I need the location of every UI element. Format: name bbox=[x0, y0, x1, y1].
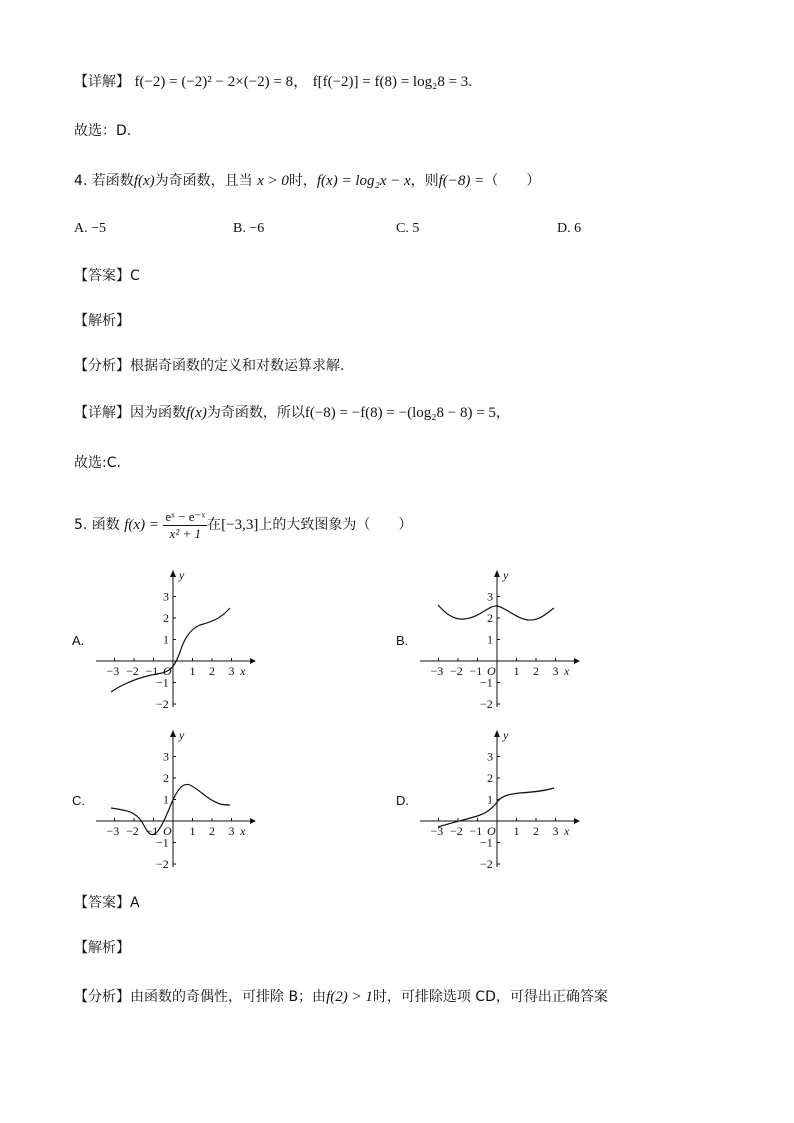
q4-ask: f(−8) = bbox=[438, 173, 485, 189]
graph-c-x-tick-label: O bbox=[163, 824, 172, 838]
graph-a-y-label: y bbox=[179, 568, 185, 582]
graph-b-x-tick-label: O bbox=[487, 664, 496, 678]
detail-expr-a: f(−2) = (−2)² − 2×(−2) = 8， bbox=[134, 74, 309, 90]
q4-answer bbox=[74, 266, 140, 286]
graph-b-x-tick-label: −2 bbox=[450, 664, 463, 678]
graph-b-y-tick-label: −2 bbox=[480, 697, 493, 711]
graph-b-label: B. bbox=[396, 633, 409, 648]
graph-a-x-tick-label: −1 bbox=[145, 664, 159, 678]
graph-d-y-tick-label: −2 bbox=[480, 857, 493, 871]
graph-c-x-tick-label: 1 bbox=[189, 824, 196, 838]
q5-stem-mid: 在 bbox=[207, 517, 222, 533]
q4-fenxi bbox=[74, 356, 344, 376]
graph-d-x-tick-label: −1 bbox=[469, 824, 483, 838]
graph-b-y-tick-label: 1 bbox=[487, 632, 493, 647]
graph-c-x-tick-label: −2 bbox=[126, 824, 139, 838]
q5-fenxi-expr: f(2) > 1 bbox=[326, 989, 373, 1005]
q5-analysis-tag: 【解析】 bbox=[74, 940, 130, 956]
q4-analysis-tag: 【解析】 bbox=[74, 313, 130, 329]
graph-a-x-tick-label: O bbox=[163, 664, 172, 678]
q4-fx: f(x) bbox=[133, 173, 155, 189]
graph-a-y-tick-label: 2 bbox=[163, 611, 169, 625]
graph-d-label: D. bbox=[396, 793, 409, 808]
q5-answer bbox=[74, 893, 140, 913]
graph-c-label: C. bbox=[72, 793, 85, 808]
q4-option-b-label: B. bbox=[233, 221, 246, 236]
q4-detail bbox=[74, 403, 510, 423]
question-5-stem bbox=[74, 508, 412, 542]
graph-b-curve bbox=[438, 605, 554, 620]
graph-b-axes bbox=[420, 568, 580, 711]
q4-paren: （ ） bbox=[484, 173, 541, 189]
q5-fenxi-b: 时，可排除选项 CD，可得出正确答案 bbox=[372, 989, 608, 1005]
graph-d-x-tick-label: 2 bbox=[533, 824, 539, 838]
graph-d-x-tick-label: −3 bbox=[430, 824, 444, 838]
graph-d-x-arrow bbox=[574, 818, 580, 824]
graph-c-y-tick-label: 3 bbox=[163, 749, 169, 764]
q4-choice: 故选:C. bbox=[74, 455, 121, 471]
graph-d-y-tick-label: −1 bbox=[480, 835, 493, 850]
q4-detail-expr: f(−8) = −f(8) = −(log₂8 − 8) = 5 bbox=[304, 405, 496, 421]
graph-a bbox=[90, 567, 260, 712]
graph-a-axes bbox=[96, 568, 256, 711]
q4-detail-tag: 【详解】 bbox=[74, 405, 130, 421]
q4-option-a-value: −5 bbox=[91, 221, 107, 236]
graph-c-y-tick-label: −1 bbox=[156, 835, 169, 850]
q4-fenxi-text: 根据奇函数的定义和对数运算求解. bbox=[130, 358, 345, 374]
graph-d-x-tick-label: 3 bbox=[552, 824, 559, 838]
choice-q3: 故选：D. bbox=[74, 123, 132, 139]
q5-fraction bbox=[163, 509, 207, 542]
graph-c bbox=[90, 727, 260, 872]
graph-d-x-tick-label: −2 bbox=[450, 824, 463, 838]
q4-answer-value: C bbox=[130, 268, 140, 284]
q4-detail-end: ， bbox=[495, 405, 510, 421]
q5-fraction-num: eˣ − e⁻ˣ bbox=[165, 508, 206, 524]
q4-def: f(x) = log₂x − x bbox=[316, 173, 411, 189]
graph-b-x-tick-label: 2 bbox=[533, 664, 539, 678]
q4-option-c-label: C. bbox=[396, 221, 409, 236]
graph-a-x-tick-label: −2 bbox=[126, 664, 139, 678]
graph-d-y-tick-label: 2 bbox=[487, 771, 493, 785]
graph-c-y-tick-label: 2 bbox=[163, 771, 169, 785]
q4-stem-mid2: 时， bbox=[288, 173, 317, 189]
q5-fenxi-a: 由函数的奇偶性，可排除 B；由 bbox=[130, 989, 327, 1005]
graph-a-label: A. bbox=[72, 633, 85, 648]
q4-option-b-value: −6 bbox=[249, 221, 265, 236]
graph-a-y-tick-label: 3 bbox=[163, 589, 169, 604]
graph-b-x-tick-label: 1 bbox=[513, 664, 520, 678]
graph-b-x-tick-label: −1 bbox=[469, 664, 483, 678]
graph-c-x-arrow bbox=[250, 818, 256, 824]
question-4-stem bbox=[74, 171, 540, 191]
graph-a-curve bbox=[111, 608, 230, 692]
q4-option-c bbox=[396, 221, 419, 237]
graph-a-y-tick-label: −2 bbox=[156, 697, 169, 711]
graph-b-y-tick-label: 3 bbox=[487, 589, 493, 604]
graph-c-x-tick-label: 3 bbox=[228, 824, 235, 838]
q5-answer-tag: 【答案】 bbox=[74, 895, 130, 911]
graph-d-x-tick-label: O bbox=[487, 824, 496, 838]
q4-option-d-value: 6 bbox=[574, 221, 582, 236]
graph-b-y-arrow bbox=[494, 570, 500, 577]
graph-a-x-arrow bbox=[250, 658, 256, 664]
graph-d-y-tick-label: 3 bbox=[487, 749, 493, 764]
graph-a-x-tick-label: 2 bbox=[209, 664, 215, 678]
detail-line-q3 bbox=[74, 72, 472, 92]
q4-stem-mid: 为奇函数，且当 bbox=[154, 173, 253, 189]
graph-a-y-tick-label: −1 bbox=[156, 675, 169, 690]
graph-d-y-arrow bbox=[494, 730, 500, 737]
graph-c-x-tick-label: −3 bbox=[106, 824, 120, 838]
graph-c-x-tick-label: 2 bbox=[209, 824, 215, 838]
graph-b-x-label: x bbox=[564, 664, 570, 678]
q5-answer-value: A bbox=[130, 895, 140, 911]
q4-option-d-label: D. bbox=[557, 221, 571, 236]
graph-b-y-label: y bbox=[503, 568, 509, 582]
graph-c-y-arrow bbox=[170, 730, 176, 737]
graph-c-y-label: y bbox=[179, 728, 185, 742]
graph-d-y-tick-label: 1 bbox=[487, 792, 493, 807]
q5-stem-pre: 5. 函数 bbox=[74, 517, 120, 533]
q5-fraction-den: x² + 1 bbox=[169, 525, 201, 541]
graph-c-y-tick-label: −2 bbox=[156, 857, 169, 871]
q4-detail-a: 因为函数 bbox=[130, 405, 186, 421]
graph-a-x-tick-label: 3 bbox=[228, 664, 235, 678]
graph-b-y-tick-label: −1 bbox=[480, 675, 493, 690]
graph-d-x-tick-label: 1 bbox=[513, 824, 520, 838]
graph-b-x-arrow bbox=[574, 658, 580, 664]
q4-stem-mid3: ，则 bbox=[410, 173, 439, 189]
q4-option-c-value: 5 bbox=[412, 221, 420, 236]
graph-b-x-tick-label: −3 bbox=[430, 664, 444, 678]
graph-a-y-arrow bbox=[170, 570, 176, 577]
detail-tag: 【详解】 bbox=[74, 74, 130, 90]
q4-detail-fx: f(x) bbox=[186, 405, 207, 421]
graph-b bbox=[414, 567, 584, 712]
q5-interval: [−3,3] bbox=[221, 517, 259, 533]
q4-cond: x > 0 bbox=[257, 173, 289, 189]
graph-d bbox=[414, 727, 584, 872]
graph-a-x-tick-label: −3 bbox=[106, 664, 120, 678]
graph-d-x-label: x bbox=[564, 824, 570, 838]
q5-fenxi-tag: 【分析】 bbox=[74, 989, 130, 1005]
detail-expr-b: f[f(−2)] = f(8) = log₂8 = 3. bbox=[312, 74, 473, 90]
graph-c-x-label: x bbox=[240, 824, 246, 838]
graph-b-y-tick-label: 2 bbox=[487, 611, 493, 625]
q5-fx: f(x) = bbox=[124, 517, 159, 533]
q5-stem-end: 上的大致图象为（ ） bbox=[258, 517, 413, 533]
q4-detail-b: 为奇函数，所以 bbox=[206, 405, 305, 421]
q4-option-b bbox=[233, 221, 264, 237]
graph-a-x-label: x bbox=[240, 664, 246, 678]
q4-fenxi-tag: 【分析】 bbox=[74, 358, 130, 374]
graph-c-y-tick-label: 1 bbox=[163, 792, 169, 807]
graph-b-x-tick-label: 3 bbox=[552, 664, 559, 678]
q4-option-d bbox=[557, 221, 581, 237]
q4-option-a bbox=[74, 221, 106, 237]
q4-stem-pre: 4. 若函数 bbox=[74, 173, 134, 189]
graph-d-y-label: y bbox=[503, 728, 509, 742]
q4-answer-tag: 【答案】 bbox=[74, 268, 130, 284]
q4-option-a-label: A. bbox=[74, 221, 88, 236]
graph-a-x-tick-label: 1 bbox=[189, 664, 196, 678]
graph-a-y-tick-label: 1 bbox=[163, 632, 169, 647]
q5-fenxi bbox=[74, 987, 608, 1007]
graph-c-x-tick-label: −1 bbox=[145, 824, 159, 838]
graph-c-axes bbox=[96, 728, 256, 871]
